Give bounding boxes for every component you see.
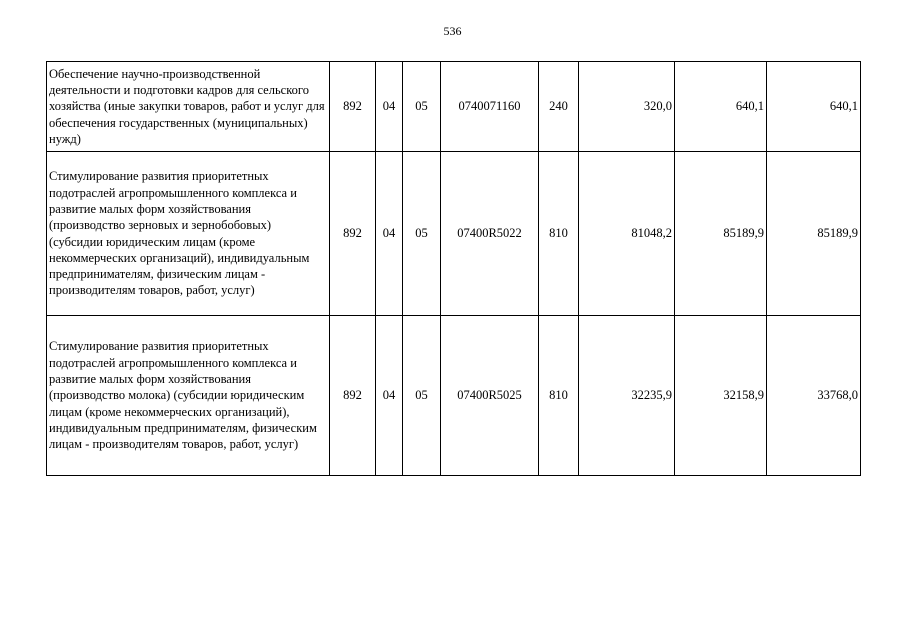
year1-amount-cell: 320,0 xyxy=(579,62,675,152)
year1-amount-cell: 81048,2 xyxy=(579,152,675,316)
subsection-code-cell: 05 xyxy=(403,152,441,316)
row-name-cell: Стимулирование развития приоритетных подотраслей агропромышленного комплекса и развитие малых форм хозяйствования (производство молока) (субсидии юридическим лицам (кроме некоммерческих организаций), индивидуальным предпринимателям, физическим лицам - производителям товаров, работ, услуг) xyxy=(47,316,330,476)
expense-type-cell: 240 xyxy=(539,62,579,152)
subsection-code-cell: 05 xyxy=(403,62,441,152)
budget-table xyxy=(46,61,861,476)
ministry-code-cell: 892 xyxy=(330,62,376,152)
row-name-cell: Стимулирование развития приоритетных подотраслей агропромышленного комплекса и развитие малых форм хозяйствования (производство зерновых и зернобобовых) (субсидии юридическим лицам (кроме некоммерческих организаций), индивидуальным предпринимателям, физическим лицам - производителям товаров, работ, услуг) xyxy=(47,152,330,316)
page-number: 536 xyxy=(443,24,462,38)
table-row xyxy=(47,62,861,152)
row-name-cell: Обеспечение научно-производственной деятельности и подготовки кадров для сельского хозяйства (иные закупки товаров, работ и услуг для обеспечения государственных (муниципальных) нужд) xyxy=(47,62,330,152)
year2-amount-cell: 85189,9 xyxy=(675,152,767,316)
year3-amount-cell: 640,1 xyxy=(767,62,861,152)
table-row xyxy=(47,152,861,316)
section-code-cell: 04 xyxy=(376,62,403,152)
section-code-cell: 04 xyxy=(376,316,403,476)
target-article-cell: 07400R5022 xyxy=(441,152,539,316)
subsection-code-cell: 05 xyxy=(403,316,441,476)
section-code-cell: 04 xyxy=(376,152,403,316)
year3-amount-cell: 33768,0 xyxy=(767,316,861,476)
expense-type-cell: 810 xyxy=(539,316,579,476)
target-article-cell: 0740071160 xyxy=(441,62,539,152)
target-article-cell: 07400R5025 xyxy=(441,316,539,476)
table-row xyxy=(47,316,861,476)
year2-amount-cell: 640,1 xyxy=(675,62,767,152)
ministry-code-cell: 892 xyxy=(330,152,376,316)
year2-amount-cell: 32158,9 xyxy=(675,316,767,476)
year3-amount-cell: 85189,9 xyxy=(767,152,861,316)
ministry-code-cell: 892 xyxy=(330,316,376,476)
year1-amount-cell: 32235,9 xyxy=(579,316,675,476)
expense-type-cell: 810 xyxy=(539,152,579,316)
